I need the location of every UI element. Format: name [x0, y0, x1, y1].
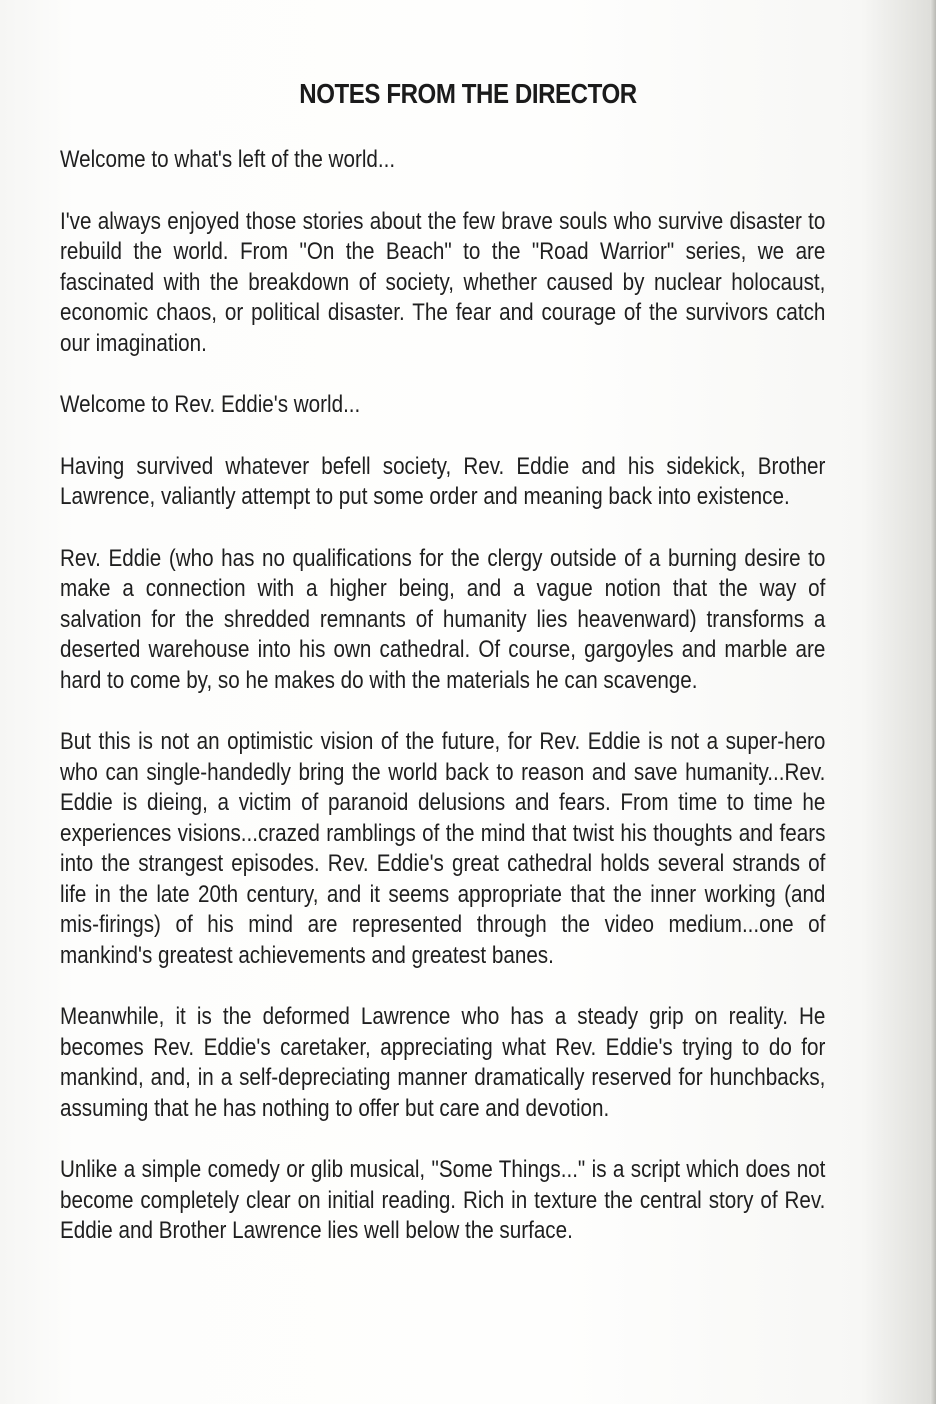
page-edge-shadow: [930, 0, 936, 1404]
paragraph-visions: But this is not an optimistic vision of the future, for Rev. Eddie is not a super-hero who can single-handedly bring the world back to reason and save humanity...Rev. Eddie is dieing, a victim of paranoid delusions and fears. From time to time he experiences visions...crazed ramblings of the mind that twist his thoughts and fears into the strangest episodes. Rev. Eddie's great cathedral holds several strands of life in the late 20th century, and it seems appropriate that the inner working (and mis-firings) of his mind are represented through the video medium...one of mankind's greatest achievements and greatest banes.: [60, 728, 826, 969]
paragraph-survivors: Having survived whatever befell society, Rev. Eddie and his sidekick, Brother Lawrence, valiantly attempt to put some order and meaning back into existence.: [60, 452, 826, 510]
paragraph-welcome-world: Welcome to what's left of the world...: [60, 146, 396, 173]
paragraph-cathedral: Rev. Eddie (who has no qualifications for the clergy outside of a burning desire to make a connection with a higher being, and a vague notion that the way of salvation for the shredded remnants of humanity lies heavenward) transforms a deserted warehouse into his own cathedral. Of course, gargoyles and marble are hard to come by, so he makes do with the materials he can scavenge.: [60, 544, 826, 694]
body-text: [60, 145, 825, 1278]
paragraph-lawrence: Meanwhile, it is the deformed Lawrence who has a steady grip on reality. He becomes Rev. Eddie's caretaker, appreciating what Rev. Eddie's trying to do for mankind, and, in a self-depreciating manner dramatically reserved for hunchbacks, assuming that he has nothing to offer but care and devotion.: [60, 1003, 826, 1122]
paragraph-script: Unlike a simple comedy or glib musical, "Some Things..." is a script which does not become completely clear on initial reading. Rich in texture the central story of Rev. Eddie and Brother Lawrence lies well below the surface.: [60, 1156, 826, 1244]
page-title: NOTES FROM THE DIRECTOR: [299, 78, 637, 109]
paragraph-welcome-eddie: Welcome to Rev. Eddie's world...: [60, 391, 361, 418]
paragraph-survival-stories: I've always enjoyed those stories about the few brave souls who survive disaster to rebuild the world. From "On the Beach" to the "Road Warrior" series, we are fascinated with the breakdown of society, whether caused by nuclear holocaust, economic chaos, or political disaster. The fear and courage of the survivors catch our imagination.: [60, 207, 826, 357]
